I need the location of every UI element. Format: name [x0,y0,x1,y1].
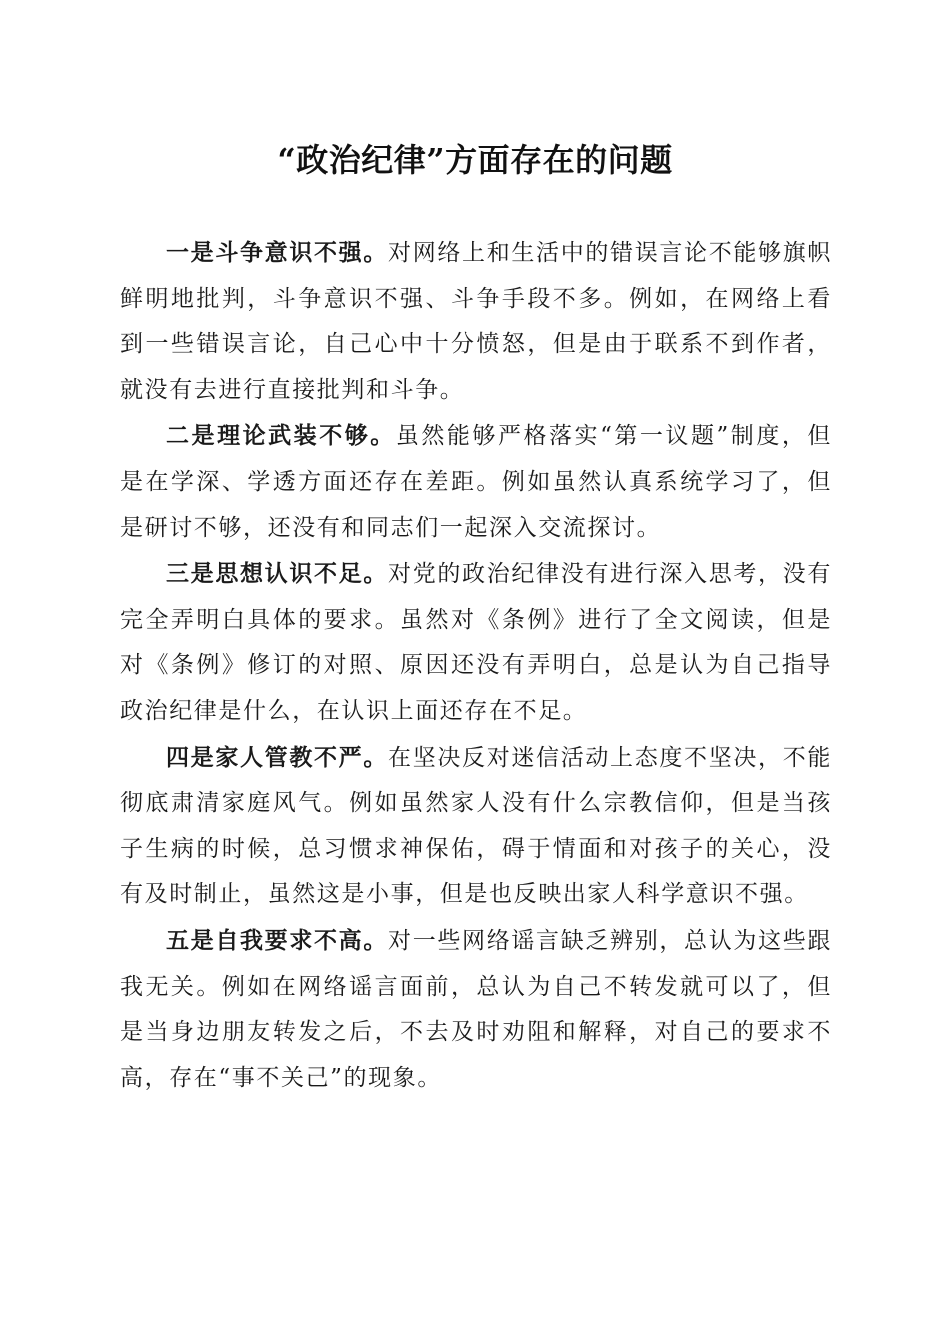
paragraph-text: 对党的政治纪律没有进行深入思考，没有完全弄明白具体的要求。虽然对《条例》进行了全文阅读，但是对《条例》修订的对照、原因还没有弄明白，总是认为自己指导政治纪律是什么，在认识上面还存在不足。 [120,561,832,724]
paragraph-lead: 五是自我要求不高。 [166,926,389,954]
paragraph-2 [120,413,832,551]
paragraph-text: 对一些网络谣言缺乏辨别，总认为这些跟我无关。例如在网络谣言面前，总认为自己不转发就可以了，但是当身边朋友转发之后，不去及时劝阻和解释，对自己的要求不高，存在“事不关己”的现象。 [120,927,832,1091]
paragraph-lead: 一是斗争意识不强。 [166,239,389,266]
paragraph-3 [120,551,832,734]
document-body [120,230,832,1101]
paragraph-text: 对网络上和生活中的错误言论不能够旗帜鲜明地批判，斗争意识不强、斗争手段不多。例如，在网络上看到一些错误言论，自己心中十分愤怒，但是由于联系不到作者，就没有去进行直接批判和斗争。 [120,240,832,403]
document-title: “政治纪律”方面存在的问题 [277,141,673,179]
paragraph-lead: 二是理论武装不够。 [166,422,396,450]
paragraph-5 [120,918,832,1101]
paragraph-4 [120,735,832,918]
paragraph-1 [120,230,832,413]
paragraph-lead: 四是家人管教不严。 [166,743,389,771]
paragraph-lead: 三是思想认识不足。 [166,560,389,588]
paragraph-text: 虽然能够严格落实“第一议题”制度，但是在学深、学透方面还存在差距。例如虽然认真系统学习了，但是研讨不够，还没有和同志们一起深入交流探讨。 [120,423,832,541]
paragraph-text: 在坚决反对迷信活动上态度不坚决，不能彻底肃清家庭风气。例如虽然家人没有什么宗教信仰，但是当孩子生病的时候，总习惯求神保佑，碍于情面和对孩子的关心，没有及时制止，虽然这是小事，但是也反映出家人科学意识不强。 [120,744,832,908]
